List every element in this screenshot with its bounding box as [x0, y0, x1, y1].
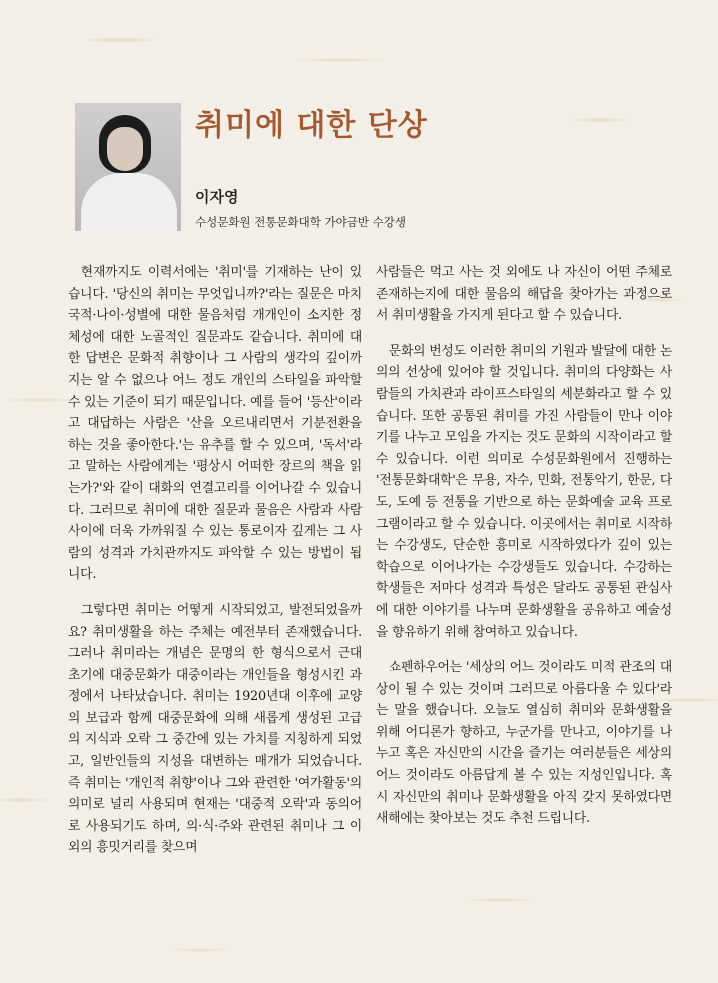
author-name: 이자영 — [195, 188, 239, 206]
author-affiliation: 수성문화원 전통문화대학 가야금반 수강생 — [195, 215, 406, 229]
article-column-right — [376, 262, 672, 830]
author-photo-hanbok — [81, 173, 177, 231]
author-photo — [75, 103, 181, 231]
author-photo-face — [107, 127, 143, 171]
article-title: 취미에 대한 단상 — [195, 108, 428, 143]
article-paragraph: 문화의 번성도 이러한 취미의 기원과 발달에 대한 논의의 선상에 있어야 할 것입니다. 취미의 다양화는 사람들의 가치관과 라이프스타일의 세분화라고 할 수 있습니다. 또한 공통된 취미를 가진 사람들이 만나 이야기를 나누고 모임을 가지는 것도 문화의 시작이라고 할 수 있습니다. 이런 의미로 수성문화원에서 진행하는 '전통문화대학'은 무용, 자수, 민화, 전통악기, 한문, 다도, 도예 등 전통을 기반으로 하는 문화예술 교육 프로그램이라고 할 수 있습니다. 이곳에서는 취미로 시작하는 수강생도, 단순한 흥미로 시작하였다가 깊이 있는 학습으로 이어나가는 수강생들도 있습니다. 수강하는 학생들은 저마다 성격과 특성은 달라도 공통된 관심사에 대한 이야기를 나누며 문화생활을 공유하고 예술성을 향유하기 위해 참여하고 있습니다. — [376, 343, 672, 640]
article-paragraph: 그렇다면 취미는 어떻게 시작되었고, 발전되었을까요? 취미생활을 하는 주체는 예전부터 존재했습니다. 그러나 취미라는 개념은 문명의 한 형식으로서 근대 초기에 대중문화가 대중이라는 개인들을 형성시킨 과정에서 나타났습니다. 취미는 1920년대 이후에 교양의 보급과 함께 대중문화에 의해 새롭게 생성된 고급의 지식과 오락 그 중간에 있는 가치를 지칭하게 되었고, 일반인들의 지성을 대변하는 매개가 되었습니다. 즉 취미는 '개인적 취향'이나 그와 관련한 '여가활동'의 의미로 널리 사용되며 현재는 '대중적 오락'과 동의어로 사용되기도 하며, 의·식·주와 관련된 취미나 그 이외의 흥밋거리를 찾으며 — [68, 602, 362, 856]
article-column-left — [68, 262, 362, 859]
article-paragraph: 사람들은 먹고 사는 것 외에도 나 자신이 어떤 주체로 존재하는지에 대한 물음의 해답을 찾아가는 과정으로서 취미생활을 가지게 된다고 할 수 있습니다. — [376, 265, 672, 324]
article-paragraph: 쇼펜하우어는 '세상의 어느 것이라도 미적 관조의 대상이 될 수 있는 것이며 그러므로 아름다울 수 있다'라는 말을 했습니다. 오늘도 열심히 취미와 문화생활을 위해 어디론가 향하고, 누군가를 만나고, 이야기를 나누고 혹은 자신만의 시간을 즐기는 여러분들은 세상의 어느 것이라도 아름답게 볼 수 있는 지성인입니다. 혹시 자신만의 취미나 문화생활을 아직 갖지 못하였다면 새해에는 찾아보는 것도 추천 드립니다. — [376, 660, 672, 827]
article-paragraph: 현재까지도 이력서에는 '취미'를 기재하는 난이 있습니다. '당신의 취미는 무엇입니까?'라는 질문은 마치 국적·나이·성별에 대한 물음처럼 개개인이 소지한 정체성에 대한 노골적인 질문과도 같습니다. 취미에 대한 답변은 문화적 취향이나 그 사람의 생각의 깊이까지는 알 수 없으나 어느 정도 개인의 스타일을 파악할 수 있는 기준이 되기 때문입니다. 예를 들어 '등산'이라고 대답하는 사람은 '산을 오르내리면서 기분전환을 하는 것을 좋아한다.'는 유추를 할 수 있으며, '독서'라고 말하는 사람에게는 '평상시 어떠한 장르의 책을 읽는가?'와 같이 대화의 연결고리를 이어나갈 수 있습니다. 그러므로 취미에 대한 질문과 물음은 사람과 사람 사이에 더욱 가까워질 수 있는 통로이자 깊게는 그 사람의 성격과 가치관까지도 파악할 수 있는 방법이 됩니다. — [68, 265, 362, 583]
